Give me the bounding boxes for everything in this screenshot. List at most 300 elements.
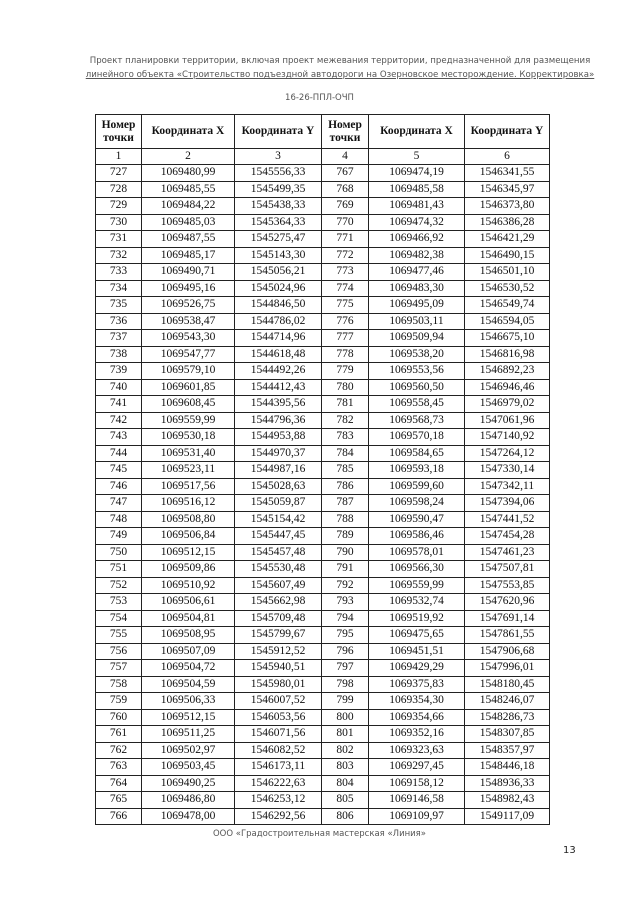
table-cell: 766 <box>96 808 142 825</box>
table-cell: 1069601,85 <box>142 379 235 396</box>
table-cell: 1069532,74 <box>369 594 465 611</box>
table-cell: 1069512,15 <box>142 709 235 726</box>
table-cell: 758 <box>96 676 142 693</box>
table-cell: 1069579,10 <box>142 363 235 380</box>
table-cell: 1545059,87 <box>235 495 322 512</box>
table-cell: 1069146,58 <box>369 792 465 809</box>
table-cell: 1069530,18 <box>142 429 235 446</box>
table-cell: 1546386,28 <box>465 214 550 231</box>
table-cell: 1069547,77 <box>142 346 235 363</box>
table-cell: 1544412,43 <box>235 379 322 396</box>
table-cell: 732 <box>96 247 142 264</box>
table-cell: 1069538,47 <box>142 313 235 330</box>
table-cell: 1069504,81 <box>142 610 235 627</box>
table-cell: 803 <box>322 759 369 776</box>
column-number: 5 <box>369 149 465 165</box>
table-cell: 751 <box>96 561 142 578</box>
table-row <box>96 627 550 644</box>
table-cell: 1546007,52 <box>235 693 322 710</box>
table-cell: 731 <box>96 231 142 248</box>
table-cell: 1069531,40 <box>142 445 235 462</box>
table-cell: 776 <box>322 313 369 330</box>
table-row <box>96 561 550 578</box>
table-cell: 1069560,50 <box>369 379 465 396</box>
table-cell: 741 <box>96 396 142 413</box>
table-cell: 777 <box>322 330 369 347</box>
table-cell: 1545912,52 <box>235 643 322 660</box>
table-cell: 801 <box>322 726 369 743</box>
table-cell: 1544786,02 <box>235 313 322 330</box>
table-cell: 1548936,33 <box>465 775 550 792</box>
table-cell: 1069483,30 <box>369 280 465 297</box>
table-cell: 737 <box>96 330 142 347</box>
table-cell: 1548307,85 <box>465 726 550 743</box>
table-cell: 1069507,09 <box>142 643 235 660</box>
table-cell: 1069352,16 <box>369 726 465 743</box>
table-cell: 754 <box>96 610 142 627</box>
table-cell: 1548982,43 <box>465 792 550 809</box>
table-cell: 1069495,09 <box>369 297 465 314</box>
table-cell: 782 <box>322 412 369 429</box>
table-row <box>96 775 550 792</box>
table-cell: 1069590,47 <box>369 511 465 528</box>
table-cell: 743 <box>96 429 142 446</box>
document-code: 16-26-ППЛ-ОЧП <box>285 93 354 103</box>
table-cell: 767 <box>322 165 369 182</box>
table-cell: 773 <box>322 264 369 281</box>
document-header <box>70 54 610 82</box>
table-cell: 1069466,92 <box>369 231 465 248</box>
table-row <box>96 610 550 627</box>
table-cell: 774 <box>322 280 369 297</box>
table-cell: 1544618,48 <box>235 346 322 363</box>
table-row <box>96 231 550 248</box>
table-row <box>96 379 550 396</box>
table-cell: 1544987,16 <box>235 462 322 479</box>
table-cell: 1546594,05 <box>465 313 550 330</box>
table-row <box>96 396 550 413</box>
table-cell: 1069485,17 <box>142 247 235 264</box>
table-cell: 759 <box>96 693 142 710</box>
table-cell: 764 <box>96 775 142 792</box>
table-cell: 1069543,30 <box>142 330 235 347</box>
table-row <box>96 742 550 759</box>
table-cell: 1546292,56 <box>235 808 322 825</box>
table-cell: 1069598,24 <box>369 495 465 512</box>
table-cell: 1069508,80 <box>142 511 235 528</box>
table-cell: 795 <box>322 627 369 644</box>
table-cell: 1546373,80 <box>465 198 550 215</box>
table-cell: 1546530,52 <box>465 280 550 297</box>
table-cell: 1544714,96 <box>235 330 322 347</box>
table-row <box>96 528 550 545</box>
table-row <box>96 594 550 611</box>
table-cell: 1069566,30 <box>369 561 465 578</box>
table-cell: 744 <box>96 445 142 462</box>
table-cell: 783 <box>322 429 369 446</box>
table-row <box>96 759 550 776</box>
table-header-row <box>96 115 550 149</box>
table-cell: 738 <box>96 346 142 363</box>
table-cell: 1544492,26 <box>235 363 322 380</box>
table-cell: 786 <box>322 478 369 495</box>
table-row <box>96 462 550 479</box>
table-row <box>96 198 550 215</box>
table-row <box>96 346 550 363</box>
table-cell: 787 <box>322 495 369 512</box>
table-cell: 753 <box>96 594 142 611</box>
table-cell: 1069490,25 <box>142 775 235 792</box>
table-cell: 760 <box>96 709 142 726</box>
table-cell: 1546816,98 <box>465 346 550 363</box>
table-cell: 765 <box>96 792 142 809</box>
table-cell: 1069354,66 <box>369 709 465 726</box>
table-cell: 1069511,25 <box>142 726 235 743</box>
table-cell: 1069578,01 <box>369 544 465 561</box>
table-cell: 1545028,63 <box>235 478 322 495</box>
table-cell: 804 <box>322 775 369 792</box>
table-row <box>96 511 550 528</box>
table-row <box>96 330 550 347</box>
table-cell: 1069526,75 <box>142 297 235 314</box>
table-cell: 1547140,92 <box>465 429 550 446</box>
table-cell: 778 <box>322 346 369 363</box>
table-cell: 800 <box>322 709 369 726</box>
column-number: 4 <box>322 149 369 165</box>
table-row <box>96 280 550 297</box>
table-cell: 1069109,97 <box>369 808 465 825</box>
table-cell: 1069482,38 <box>369 247 465 264</box>
table-cell: 1546946,46 <box>465 379 550 396</box>
table-cell: 1545143,30 <box>235 247 322 264</box>
table-cell: 1547996,01 <box>465 660 550 677</box>
table-cell: 806 <box>322 808 369 825</box>
table-cell: 1545709,48 <box>235 610 322 627</box>
table-cell: 1069512,15 <box>142 544 235 561</box>
table-cell: 1545799,67 <box>235 627 322 644</box>
header-point-number: Номер точки <box>96 115 142 149</box>
table-cell: 1545364,33 <box>235 214 322 231</box>
table-cell: 796 <box>322 643 369 660</box>
table-cell: 1069519,92 <box>369 610 465 627</box>
table-cell: 1549117,09 <box>465 808 550 825</box>
table-cell: 1548180,45 <box>465 676 550 693</box>
table-cell: 1069568,73 <box>369 412 465 429</box>
header-coordinate-x: Координата X <box>369 115 465 149</box>
table-row <box>96 247 550 264</box>
table-cell: 1069558,45 <box>369 396 465 413</box>
table-cell: 785 <box>322 462 369 479</box>
table-cell: 1546979,02 <box>465 396 550 413</box>
table-cell: 799 <box>322 693 369 710</box>
table-cell: 797 <box>322 660 369 677</box>
table-cell: 1069474,19 <box>369 165 465 182</box>
table-cell: 770 <box>322 214 369 231</box>
table-cell: 780 <box>322 379 369 396</box>
table-row <box>96 165 550 182</box>
table-cell: 1545447,45 <box>235 528 322 545</box>
table-cell: 750 <box>96 544 142 561</box>
table-cell: 1069584,65 <box>369 445 465 462</box>
table-cell: 1069485,55 <box>142 181 235 198</box>
table-cell: 1069429,29 <box>369 660 465 677</box>
table-cell: 1069451,51 <box>369 643 465 660</box>
column-number: 2 <box>142 149 235 165</box>
table-cell: 1546892,23 <box>465 363 550 380</box>
table-cell: 1546345,97 <box>465 181 550 198</box>
table-cell: 1548357,97 <box>465 742 550 759</box>
table-cell: 736 <box>96 313 142 330</box>
table-cell: 1069474,32 <box>369 214 465 231</box>
table-row <box>96 660 550 677</box>
table-cell: 1545024,96 <box>235 280 322 297</box>
table-row <box>96 313 550 330</box>
table-cell: 1547454,28 <box>465 528 550 545</box>
table-cell: 1069506,84 <box>142 528 235 545</box>
table-cell: 1547441,52 <box>465 511 550 528</box>
table-cell: 1548286,73 <box>465 709 550 726</box>
table-row <box>96 709 550 726</box>
table-row <box>96 264 550 281</box>
table-cell: 745 <box>96 462 142 479</box>
table-cell: 748 <box>96 511 142 528</box>
header-line-1: Проект планировки территории, включая проект межевания территории, предназначенной для размещения <box>89 56 591 66</box>
table-row <box>96 445 550 462</box>
table-cell: 1546173,11 <box>235 759 322 776</box>
table-cell: 1545940,51 <box>235 660 322 677</box>
table-cell: 1547553,85 <box>465 577 550 594</box>
table-cell: 1069559,99 <box>369 577 465 594</box>
table-cell: 1069297,45 <box>369 759 465 776</box>
table-cell: 762 <box>96 742 142 759</box>
table-cell: 1545275,47 <box>235 231 322 248</box>
table-cell: 802 <box>322 742 369 759</box>
table-cell: 757 <box>96 660 142 677</box>
column-number-row <box>96 149 550 165</box>
table-cell: 1069475,65 <box>369 627 465 644</box>
header-coordinate-y: Координата Y <box>235 115 322 149</box>
table-cell: 1546421,29 <box>465 231 550 248</box>
table-cell: 733 <box>96 264 142 281</box>
table-cell: 794 <box>322 610 369 627</box>
table-cell: 1069509,86 <box>142 561 235 578</box>
table-cell: 1069323,63 <box>369 742 465 759</box>
table-cell: 790 <box>322 544 369 561</box>
table-cell: 1546675,10 <box>465 330 550 347</box>
table-cell: 781 <box>322 396 369 413</box>
table-cell: 1069510,92 <box>142 577 235 594</box>
table-cell: 1069490,71 <box>142 264 235 281</box>
table-cell: 792 <box>322 577 369 594</box>
table-cell: 798 <box>322 676 369 693</box>
table-cell: 1069486,80 <box>142 792 235 809</box>
table-cell: 1069608,45 <box>142 396 235 413</box>
table-cell: 1546501,10 <box>465 264 550 281</box>
table-cell: 1548246,07 <box>465 693 550 710</box>
table-cell: 772 <box>322 247 369 264</box>
table-cell: 1069354,30 <box>369 693 465 710</box>
table-cell: 784 <box>322 445 369 462</box>
table-cell: 1546549,74 <box>465 297 550 314</box>
table-row <box>96 676 550 693</box>
column-number: 6 <box>465 149 550 165</box>
table-cell: 788 <box>322 511 369 528</box>
table-cell: 1069516,12 <box>142 495 235 512</box>
table-cell: 791 <box>322 561 369 578</box>
table-cell: 1544846,50 <box>235 297 322 314</box>
table-cell: 730 <box>96 214 142 231</box>
table-cell: 1545662,98 <box>235 594 322 611</box>
column-number: 1 <box>96 149 142 165</box>
table-cell: 1069503,45 <box>142 759 235 776</box>
table-cell: 1546253,12 <box>235 792 322 809</box>
table-cell: 1069495,16 <box>142 280 235 297</box>
table-cell: 1069553,56 <box>369 363 465 380</box>
table-cell: 742 <box>96 412 142 429</box>
table-cell: 1545530,48 <box>235 561 322 578</box>
table-cell: 1547264,12 <box>465 445 550 462</box>
table-cell: 768 <box>322 181 369 198</box>
table-cell: 735 <box>96 297 142 314</box>
table-cell: 1069485,03 <box>142 214 235 231</box>
table-row <box>96 643 550 660</box>
header-point-number: Номер точки <box>322 115 369 149</box>
table-cell: 1546490,15 <box>465 247 550 264</box>
table-cell: 1069559,99 <box>142 412 235 429</box>
table-cell: 747 <box>96 495 142 512</box>
table-row <box>96 363 550 380</box>
table-cell: 1544953,88 <box>235 429 322 446</box>
table-cell: 775 <box>322 297 369 314</box>
table-cell: 1069484,22 <box>142 198 235 215</box>
table-cell: 1545457,48 <box>235 544 322 561</box>
table-cell: 749 <box>96 528 142 545</box>
table-row <box>96 429 550 446</box>
table-cell: 1069599,60 <box>369 478 465 495</box>
table-cell: 752 <box>96 577 142 594</box>
table-row <box>96 577 550 594</box>
table-cell: 1069570,18 <box>369 429 465 446</box>
table-row <box>96 693 550 710</box>
table-cell: 1547342,11 <box>465 478 550 495</box>
table-cell: 1069375,83 <box>369 676 465 693</box>
table-cell: 1546082,52 <box>235 742 322 759</box>
table-cell: 1547330,14 <box>465 462 550 479</box>
table-cell: 1544970,37 <box>235 445 322 462</box>
table-cell: 1069517,56 <box>142 478 235 495</box>
table-cell: 755 <box>96 627 142 644</box>
table-cell: 1545056,21 <box>235 264 322 281</box>
table-cell: 740 <box>96 379 142 396</box>
table-cell: 1545154,42 <box>235 511 322 528</box>
table-cell: 1545607,49 <box>235 577 322 594</box>
table-row <box>96 297 550 314</box>
table-cell: 761 <box>96 726 142 743</box>
table-cell: 769 <box>322 198 369 215</box>
table-cell: 1547906,68 <box>465 643 550 660</box>
table-cell: 1547461,23 <box>465 544 550 561</box>
table-row <box>96 544 550 561</box>
header-coordinate-y: Координата Y <box>465 115 550 149</box>
table-cell: 1069508,95 <box>142 627 235 644</box>
table-cell: 1547691,14 <box>465 610 550 627</box>
table-cell: 728 <box>96 181 142 198</box>
table-row <box>96 214 550 231</box>
table-cell: 1546053,56 <box>235 709 322 726</box>
table-cell: 734 <box>96 280 142 297</box>
table-cell: 1547861,55 <box>465 627 550 644</box>
table-cell: 1544395,56 <box>235 396 322 413</box>
table-cell: 793 <box>322 594 369 611</box>
table-row <box>96 495 550 512</box>
table-cell: 1544796,36 <box>235 412 322 429</box>
table-cell: 756 <box>96 643 142 660</box>
table-row <box>96 808 550 825</box>
table-cell: 1069504,59 <box>142 676 235 693</box>
table-cell: 1069538,20 <box>369 346 465 363</box>
page-number: 13 <box>563 845 576 856</box>
table-cell: 727 <box>96 165 142 182</box>
table-row <box>96 792 550 809</box>
table-cell: 1069586,46 <box>369 528 465 545</box>
table-row <box>96 726 550 743</box>
table-cell: 1069502,97 <box>142 742 235 759</box>
table-cell: 1545980,01 <box>235 676 322 693</box>
table-cell: 1548446,18 <box>465 759 550 776</box>
table-cell: 746 <box>96 478 142 495</box>
table-row <box>96 181 550 198</box>
table-cell: 1069480,99 <box>142 165 235 182</box>
table-cell: 1545438,33 <box>235 198 322 215</box>
table-cell: 1547620,96 <box>465 594 550 611</box>
table-cell: 1546222,63 <box>235 775 322 792</box>
table-cell: 789 <box>322 528 369 545</box>
table-cell: 1547061,96 <box>465 412 550 429</box>
table-cell: 1547394,06 <box>465 495 550 512</box>
table-cell: 1069503,11 <box>369 313 465 330</box>
table-cell: 1069478,00 <box>142 808 235 825</box>
table-cell: 1069158,12 <box>369 775 465 792</box>
table-cell: 1069509,94 <box>369 330 465 347</box>
table-cell: 1069593,18 <box>369 462 465 479</box>
table-cell: 1069481,43 <box>369 198 465 215</box>
table-row <box>96 478 550 495</box>
table-cell: 1069506,33 <box>142 693 235 710</box>
table-cell: 739 <box>96 363 142 380</box>
table-cell: 1069506,61 <box>142 594 235 611</box>
table-cell: 1547507,81 <box>465 561 550 578</box>
table-cell: 771 <box>322 231 369 248</box>
table-cell: 1545556,33 <box>235 165 322 182</box>
table-cell: 1545499,35 <box>235 181 322 198</box>
table-cell: 1546341,55 <box>465 165 550 182</box>
table-cell: 805 <box>322 792 369 809</box>
header-line-2: линейного объекта «Строительство подъездной автодороги на Озерновское месторождение. Корректировка» <box>85 70 595 80</box>
table-cell: 1069485,58 <box>369 181 465 198</box>
organization-footer: ООО «Градостроительная мастерская «Линия» <box>212 829 426 839</box>
table-cell: 1069504,72 <box>142 660 235 677</box>
column-number: 3 <box>235 149 322 165</box>
table-cell: 1546071,56 <box>235 726 322 743</box>
table-cell: 1069487,55 <box>142 231 235 248</box>
table-row <box>96 412 550 429</box>
table-cell: 729 <box>96 198 142 215</box>
table-cell: 779 <box>322 363 369 380</box>
table-cell: 1069523,11 <box>142 462 235 479</box>
header-coordinate-x: Координата X <box>142 115 235 149</box>
coordinates-table <box>95 114 550 825</box>
table-cell: 763 <box>96 759 142 776</box>
